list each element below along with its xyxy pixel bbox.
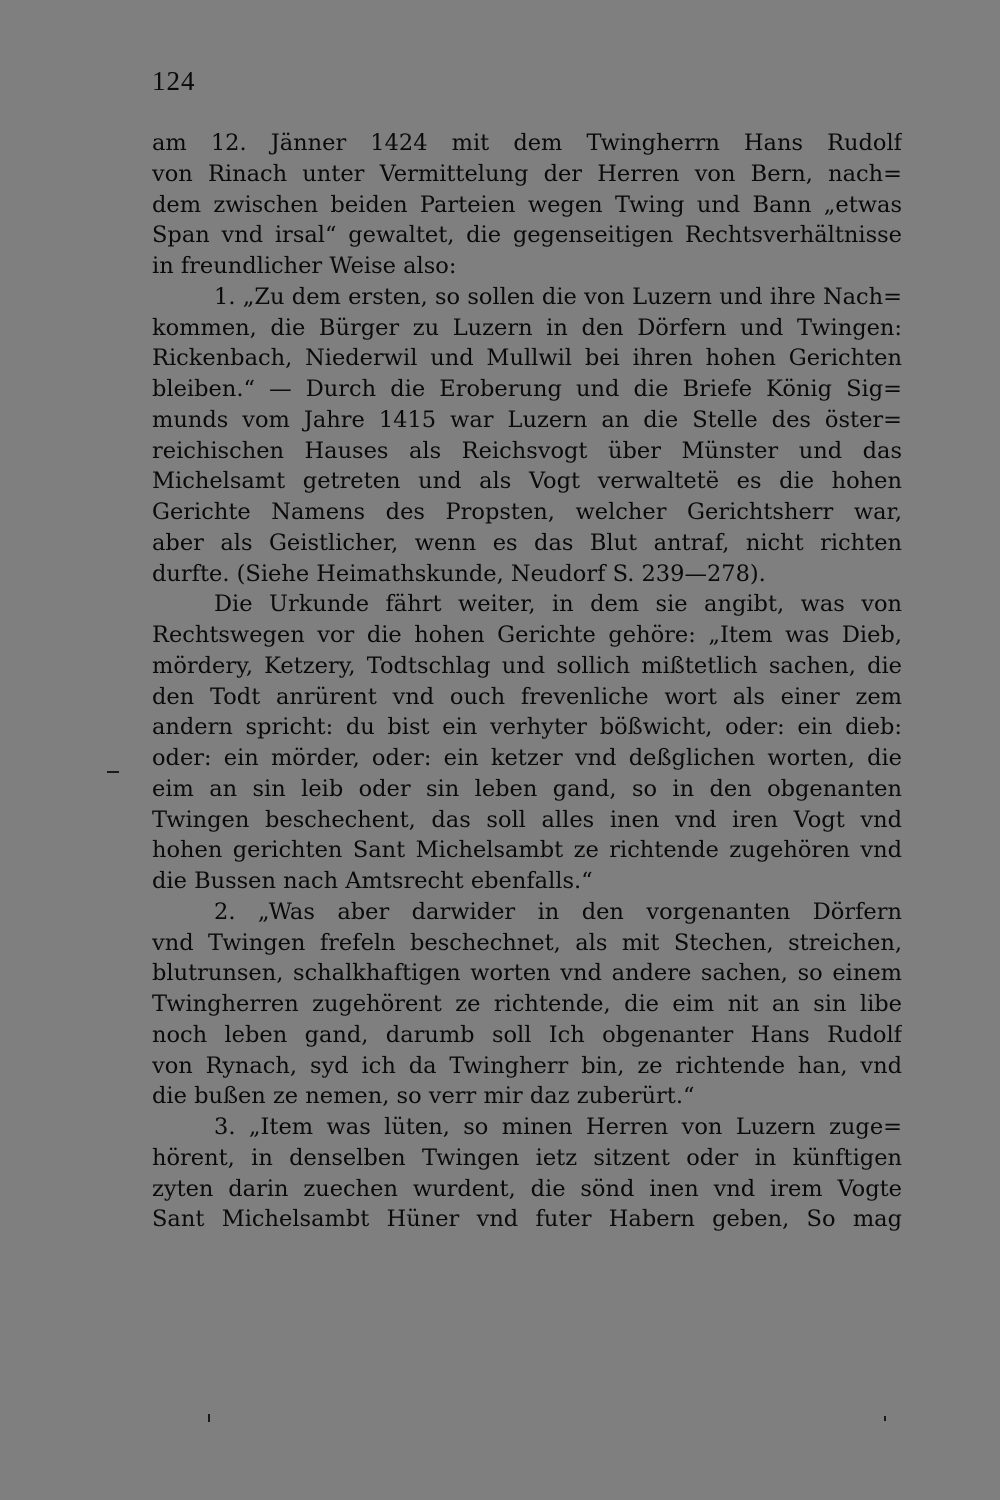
text-line: die bußen ze nemen, so verr mir daz zuberürt.“ <box>152 1083 695 1110</box>
text-line: munds vom Jahre 1415 war Luzern an die Stelle des öster= <box>152 406 902 433</box>
text-line: Twingherren zugehörent ze richtende, die eim nit an sin libe <box>152 991 902 1017</box>
text-line: mördery, Ketzery, Todtschlag und sollich mißtetlich sachen, die <box>152 652 902 679</box>
text-line: Rickenbach, Niederwil und Mullwil bei ihren hohen Gerichten <box>152 345 902 372</box>
text-line: am 12. Jänner 1424 mit dem Twingherrn Hans Rudolf <box>152 130 902 156</box>
text-line: 3. „Item was lüten, so minen Herren von Luzern zuge= <box>214 1114 902 1140</box>
text-line: kommen, die Bürger zu Luzern in den Dörfern und Twingen: <box>152 314 902 341</box>
text-line: blutrunsen, schalkhaftigen worten vnd andere sachen, so einem <box>152 960 902 987</box>
text-line: hohen gerichten Sant Michelsambt ze richtende zugehören vnd <box>152 837 902 864</box>
text-line: 1. „Zu dem ersten, so sollen die von Luzern und ihre Nach= <box>214 283 902 310</box>
text-line: Rechtswegen vor die hohen Gerichte gehöre: „Item was Dieb, <box>152 622 902 648</box>
text-line: reichischen Hauses als Reichsvogt über Münster und das <box>152 437 902 464</box>
text-line: die Bussen nach Amtsrecht ebenfalls.“ <box>152 868 593 894</box>
text-line: in freundlicher Weise also: <box>152 253 457 279</box>
text-line: den Todt anrürent vnd ouch frevenliche wort als einer zem <box>152 683 902 710</box>
text-line: oder: ein mörder, oder: ein ketzer vnd deßglichen worten, die <box>152 745 902 771</box>
margin-mark <box>107 771 119 773</box>
text-line: Sant Michelsambt Hüner vnd futer Habern geben, So mag <box>152 1206 902 1233</box>
text-line: hörent, in denselben Twingen ietz sitzent oder in künftigen <box>152 1144 902 1171</box>
text-line: Die Urkunde fährt weiter, in dem sie angibt, was von <box>214 591 902 618</box>
text-line: zyten darin zuechen wurdent, die sönd inen vnd irem Vogte <box>152 1175 902 1202</box>
text-line: aber als Geistlicher, wenn es das Blut antraf, nicht richten <box>152 529 902 556</box>
text-line: andern spricht: du bist ein verhyter bößwicht, oder: ein dieb: <box>152 714 902 741</box>
text-line: durfte. (Siehe Heimathskunde, Neudorf S. 239—278). <box>152 560 766 587</box>
text-line: Twingen beschechent, das soll alles inen vnd iren Vogt vnd <box>152 806 902 833</box>
text-line: Span vnd irsal“ gewaltet, die gegenseitigen Rechtsverhältnisse <box>152 222 902 249</box>
text-line: dem zwischen beiden Parteien wegen Twing und Bann „etwas <box>152 191 902 218</box>
text-line: vnd Twingen frefeln beschechnet, als mit Stechen, streichen, <box>152 929 902 956</box>
body-text <box>152 128 902 1235</box>
text-line: eim an sin leib oder sin leben gand, so in den obgenanten <box>152 775 902 802</box>
scan-speck <box>884 1416 886 1421</box>
text-line: 2. „Was aber darwider in den vorgenanten Dörfern <box>214 898 902 925</box>
page-number: 124 <box>152 66 196 96</box>
scan-speck <box>208 1414 210 1422</box>
text-line: von Rinach unter Vermittelung der Herren von Bern, nach= <box>152 160 902 187</box>
text-line: bleiben.“ — Durch die Eroberung und die Briefe König Sig= <box>152 376 902 402</box>
text-line: von Rynach, syd ich da Twingherr bin, ze richtende han, vnd <box>152 1052 902 1079</box>
text-line: Gerichte Namens des Propsten, welcher Gerichtsherr war, <box>152 499 902 525</box>
text-line: Michelsamt getreten und als Vogt verwaltetë es die hohen <box>152 468 902 495</box>
text-line: noch leben gand, darumb soll Ich obgenanter Hans Rudolf <box>152 1021 902 1048</box>
